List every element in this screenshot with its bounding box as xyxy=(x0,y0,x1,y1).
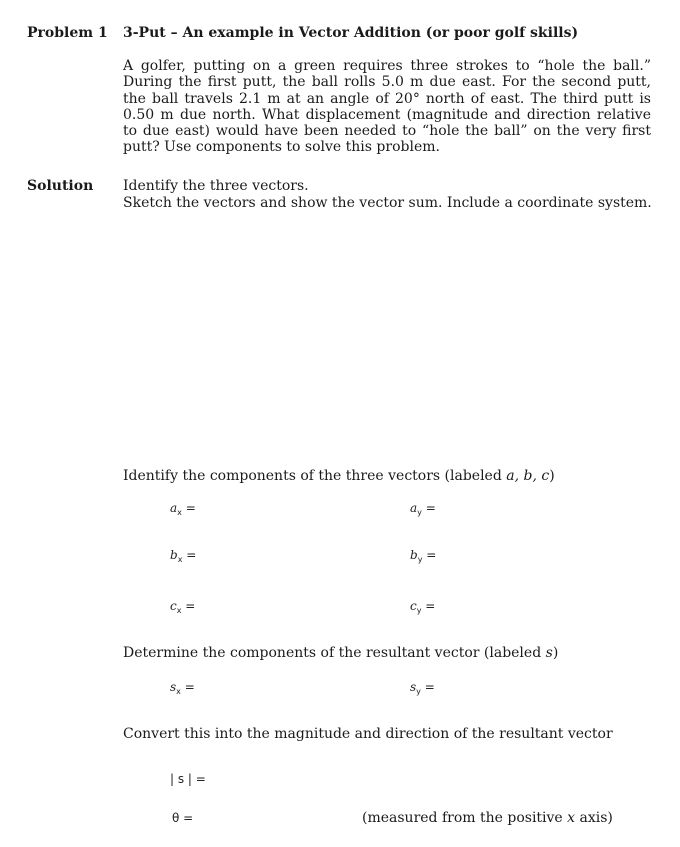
problem-title: 3-Put – An example in Vector Addition (or poor golf skills) xyxy=(123,25,579,41)
step-identify-vectors: Identify the three vectors. xyxy=(123,178,309,194)
field-sx[interactable]: $s_x$ = xyxy=(170,680,195,696)
field-ax[interactable]: $a_x$ = xyxy=(170,501,196,517)
problem-label: Problem 1 xyxy=(27,25,108,41)
field-theta[interactable]: θ = xyxy=(172,811,194,825)
field-cx[interactable]: $c_x$ = xyxy=(170,599,196,615)
sketch-area xyxy=(123,220,651,460)
field-magnitude[interactable]: | s | = xyxy=(170,772,206,786)
step-resultant-components: Determine the components of the resultant vector (labeled s) xyxy=(123,645,559,661)
field-bx[interactable]: $b_x$ = xyxy=(170,548,197,564)
field-sy[interactable]: $s_y$ = xyxy=(410,680,435,696)
field-cy[interactable]: $c_y$ = xyxy=(410,599,436,615)
field-by[interactable]: $b_y$ = xyxy=(410,548,437,564)
step-magnitude-direction: Convert this into the magnitude and direction of the resultant vector xyxy=(123,726,613,742)
step-identify-components: Identify the components of the three vectors (labeled a, b, c) xyxy=(123,468,555,484)
step-sketch-vectors: Sketch the vectors and show the vector sum. Include a coordinate system. xyxy=(123,195,652,211)
problem-statement: A golfer, putting on a green requires three strokes to “hole the ball.” During the first putt, the ball rolls 5.0 m due east. For the second putt, the ball travels 2.1 m at an angle of 20° north of east. The third putt is 0.50 m due north. What displacement (magnitude and direction relative to due east) would have been needed to “hole the ball” on the very first putt? Use components to solve this problem. xyxy=(123,58,651,156)
field-ay[interactable]: $a_y$ = xyxy=(410,501,436,517)
solution-label: Solution xyxy=(27,178,94,194)
direction-note: (measured from the positive x axis) xyxy=(362,810,613,826)
